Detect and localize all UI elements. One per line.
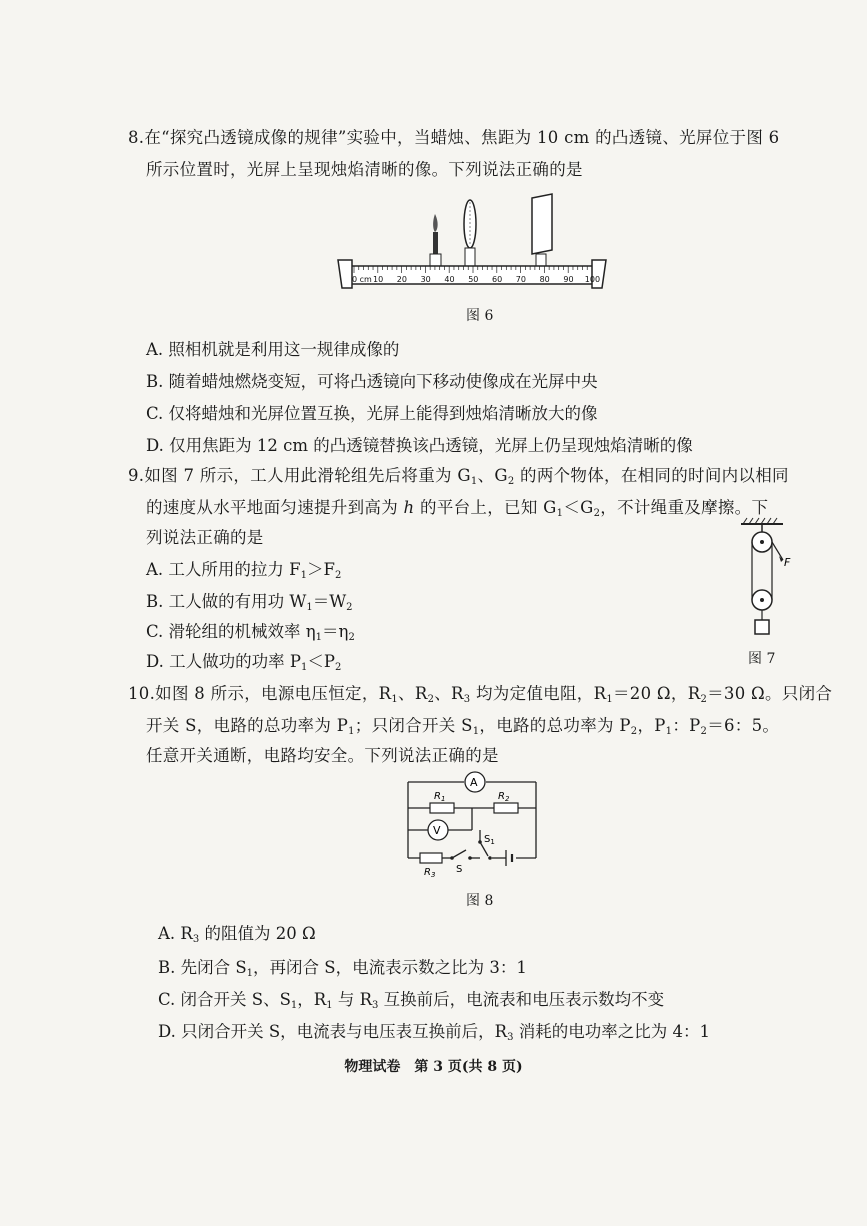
ruler-tick-label: 50 [468, 275, 479, 284]
q9-option-a: A. 工人所用的拉力 $F_1>F_2$ [146, 560, 342, 581]
svg-text:V: V [433, 824, 441, 837]
figure-8-caption: 图 8 [466, 893, 494, 909]
svg-text:A: A [470, 776, 478, 789]
resistor-r2-icon [494, 791, 518, 813]
page-footer: 物理试卷 第 3 页(共 8 页) [344, 1059, 523, 1075]
q10-option-a: A. $R_3$ 的阻值为 20 Ω [158, 924, 316, 945]
svg-text:R2: $R_2$ [498, 791, 510, 803]
convex-lens-icon [464, 200, 476, 266]
ruler-tick-label: 40 [444, 275, 455, 284]
q8-option-d: D. 仅用焦距为 12 cm 的凸透镜替换该凸透镜，光屏上仍呈现烛焰清晰的像 [146, 436, 693, 455]
q10-stem-line3: 任意开关通断，电路均安全。下列说法正确的是 [146, 746, 499, 765]
weight-block-icon [755, 620, 769, 634]
svg-text:R1: $R_1$ [434, 791, 446, 803]
figure-8-circuit [400, 770, 545, 880]
q9-stem-line1: 9.如图 7 所示，工人用此滑轮组先后将重为 $G_1$、$G_2$ 的两个物体，在相同的时间内以相同 [128, 466, 789, 487]
q9-option-c: C. 滑轮组的机械效率 $\eta_1=\eta_2$ [146, 622, 355, 643]
ruler-tick-label: 70 [515, 275, 526, 284]
candle-icon [430, 214, 441, 266]
resistor-r3-icon [420, 853, 442, 879]
ruler-tick-label: 80 [539, 275, 550, 284]
q9-stem-line2: 的速度从水平地面匀速提升到高为 h 的平台上，已知 $G_1<G_2$，不计绳重及摩擦。下 [146, 498, 769, 519]
q8-option-b: B. 随着蜡烛燃烧变短，可将凸透镜向下移动使像成在光屏中央 [146, 372, 598, 391]
q8-option-a: A. 照相机就是利用这一规律成像的 [146, 340, 400, 359]
q9-option-d: D. 工人做功的功率 $P_1<P_2$ [146, 652, 342, 673]
ruler-tick-label: 30 [420, 275, 431, 284]
switch-s-label: S [456, 864, 463, 875]
q10-option-b: B. 先闭合 $S_1$，再闭合 S，电流表示数之比为 3：1 [158, 958, 527, 979]
ammeter-icon [465, 772, 485, 792]
figure-7-caption: 图 7 [748, 651, 776, 667]
resistor-r1-icon [430, 791, 454, 813]
q8-option-c: C. 仅将蜡烛和光屏位置互换，光屏上能得到烛焰清晰放大的像 [146, 404, 598, 423]
figure-6-optical-bench [330, 192, 615, 294]
q8-stem-line1: 8.在“探究凸透镜成像的规律”实验中，当蜡烛、焦距为 10 cm 的凸透镜、光屏位于图 6 [128, 128, 780, 147]
q8-stem-line2: 所示位置时，光屏上呈现烛焰清晰的像。下列说法正确的是 [146, 160, 583, 179]
light-screen-icon [532, 194, 552, 266]
q9-stem-line3: 列说法正确的是 [146, 528, 264, 547]
force-label: F [784, 556, 791, 569]
q10-option-d: D. 只闭合开关 S，电流表与电压表互换前后，$R_3$ 消耗的电功率之比为 4：1 [158, 1022, 710, 1043]
switch-s1-label: $S_1$ [484, 834, 495, 846]
q10-stem-line1: 10.如图 8 所示，电源电压恒定，$R_1$、$R_2$、$R_3$ 均为定值电阻，$R_1=20$ Ω，$R_2=30$ Ω。只闭合 [128, 684, 833, 705]
ruler-tick-label: 20 [396, 275, 407, 284]
ruler-tick-label: 10 [373, 275, 384, 284]
ruler-tick-label: 0 cm [352, 275, 372, 284]
ruler-tick-label: 60 [492, 275, 503, 284]
q10-option-c: C. 闭合开关 S、$S_1$，$R_1$ 与 $R_3$ 互换前后，电流表和电压表示数均不变 [158, 990, 665, 1011]
q9-option-b: B. 工人做的有用功 $W_1=W_2$ [146, 592, 353, 613]
figure-6-caption: 图 6 [466, 308, 494, 324]
figure-7-pulley-system [735, 516, 795, 646]
voltmeter-icon [428, 820, 448, 840]
svg-text:R3: $R_3$ [424, 867, 436, 879]
q10-stem-line2: 开关 S，电路的总功率为 $P_1$；只闭合开关 $S_1$，电路的总功率为 $P_2$，$P_1$：$P_2=6$：5。 [146, 716, 780, 737]
ruler-tick-label: 90 [563, 275, 574, 284]
ruler-tick-label: 100 [584, 275, 601, 284]
